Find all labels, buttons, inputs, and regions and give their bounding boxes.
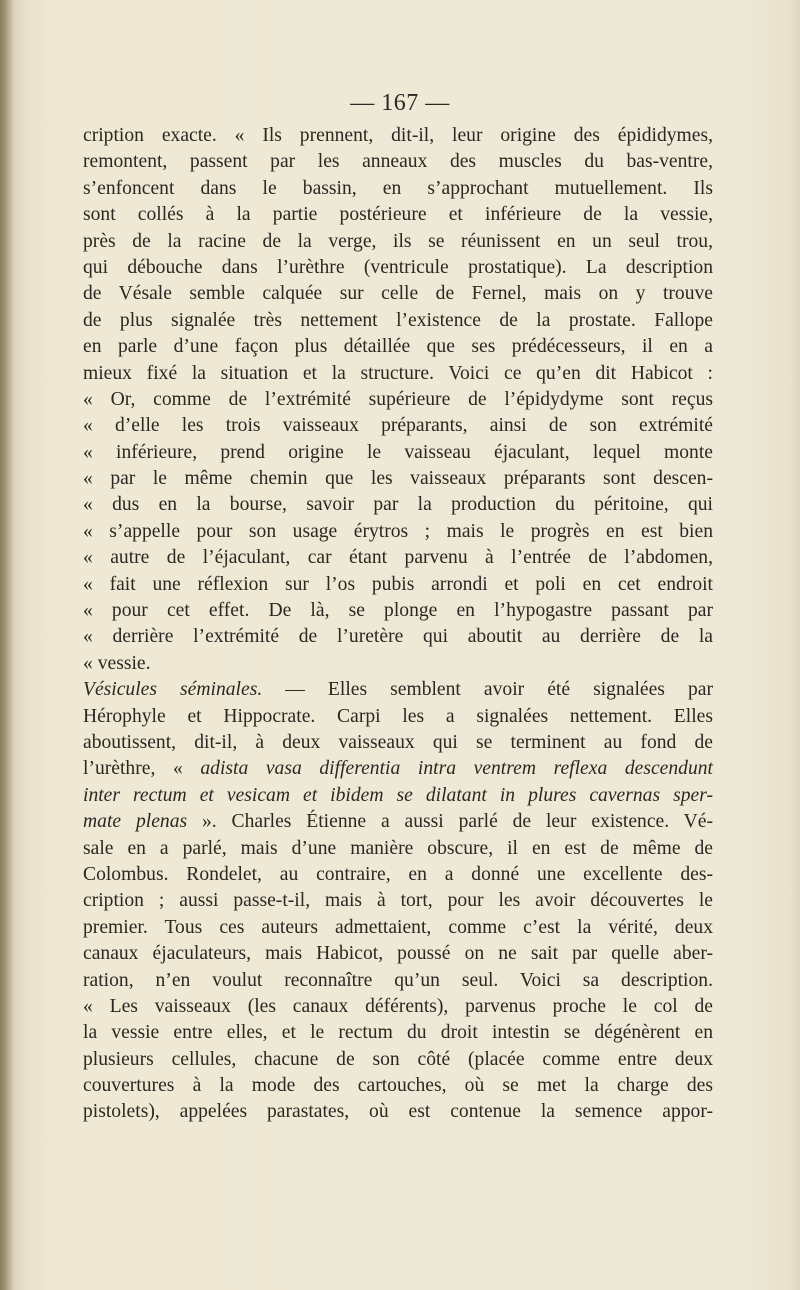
text-line	[83, 598, 713, 624]
text-line	[83, 1073, 713, 1099]
text-segment: remontent, passent par les anneaux des muscles du bas-ventre,	[83, 151, 713, 173]
text-line	[83, 255, 713, 281]
text-segment: « d’elle les trois vaisseaux préparants, ainsi de son extrémité	[83, 415, 713, 437]
text-segment: « fait une réflexion sur l’os pubis arrondi et poli en cet endroit	[83, 573, 713, 595]
text-line	[83, 466, 713, 492]
text-line	[83, 176, 713, 202]
text-line	[83, 149, 713, 175]
text-segment: cription ; aussi passe-t-il, mais à tort, pour les avoir découvertes le	[83, 890, 713, 912]
text-segment: « Or, comme de l’extrémité supérieure de l’épidydyme sont reçus	[83, 388, 713, 410]
text-line	[83, 704, 713, 730]
text-line	[83, 809, 713, 835]
text-line	[83, 1099, 713, 1125]
text-segment: s’enfoncent dans le bassin, en s’approchant mutuellement. Ils	[83, 177, 713, 199]
italic-text: adista vasa differentia intra ventrem reflexa descendunt	[200, 758, 713, 780]
text-segment: cription exacte. « Ils prennent, dit-il, leur origine des épididymes,	[83, 125, 713, 146]
italic-text: inter rectum et vesicam et ibidem se dilatant in plures cavernas sper-	[83, 784, 713, 806]
text-segment: pistolets), appelées parastates, où est contenue la semence appor-	[83, 1101, 713, 1123]
text-segment: de plus signalée très nettement l’existence de la prostate. Fallope	[83, 309, 713, 331]
text-line	[83, 677, 713, 703]
text-segment: ration, n’en voulut reconnaître qu’un seul. Voici sa description.	[83, 969, 713, 991]
text-line	[83, 1020, 713, 1046]
text-line	[83, 229, 713, 255]
text-line	[83, 308, 713, 334]
text-line	[83, 440, 713, 466]
text-segment: premier. Tous ces auteurs admettaient, comme c’est la vérité, deux	[83, 916, 713, 938]
text-segment: Colombus. Rondelet, au contraire, en a donné une excellente des-	[83, 863, 713, 885]
text-segment: la vessie entre elles, et le rectum du droit intestin se dégénèrent en	[83, 1022, 713, 1044]
text-line	[83, 123, 713, 149]
text-line	[83, 624, 713, 650]
text-line	[83, 915, 713, 941]
text-segment: plusieurs cellules, chacune de son côté (placée comme entre deux	[83, 1048, 713, 1070]
text-segment: « Les vaisseaux (les canaux déférents), parvenus proche le col de	[83, 995, 713, 1017]
text-line	[83, 519, 713, 545]
text-line	[83, 572, 713, 598]
text-line	[83, 413, 713, 439]
text-line	[83, 941, 713, 967]
text-line	[83, 492, 713, 518]
text-segment: « inférieure, prend origine le vaisseau éjaculant, lequel monte	[83, 441, 713, 463]
text-segment: sale en a parlé, mais d’une manière obscure, il en est de même de	[83, 837, 713, 859]
text-segment: — Elles semblent avoir été signalées par	[262, 679, 713, 701]
text-segment: aboutissent, dit-il, à deux vaisseaux qui se terminent au fond de	[83, 731, 713, 753]
text-segment: sont collés à la partie postérieure et inférieure de la vessie,	[83, 204, 713, 226]
text-line	[83, 836, 713, 862]
text-segment: mieux fixé la situation et la structure. Voici ce qu’en dit Habicot :	[83, 362, 713, 384]
text-segment: « s’appelle pour son usage érytros ; mais le progrès en est bien	[83, 520, 713, 542]
text-segment: en parle d’une façon plus détaillée que ses prédécesseurs, il en a	[83, 336, 713, 358]
text-line	[83, 730, 713, 756]
text-line	[83, 651, 713, 677]
text-segment: l’urèthre, «	[83, 758, 201, 780]
text-segment: « autre de l’éjaculant, car étant parvenu à l’entrée de l’abdomen,	[83, 547, 713, 569]
text-line	[83, 281, 713, 307]
text-segment: près de la racine de la verge, ils se réunissent en un seul trou,	[83, 230, 713, 252]
text-segment: ». Charles Étienne a aussi parlé de leur existence. Vé-	[187, 811, 713, 833]
page-gutter-shadow	[0, 0, 14, 1290]
text-segment: « par le même chemin que les vaisseaux préparants sont descen-	[83, 468, 713, 490]
page-number: — 167 —	[350, 90, 450, 116]
text-line	[83, 888, 713, 914]
text-line	[83, 387, 713, 413]
text-segment: de Vésale semble calquée sur celle de Fernel, mais on y trouve	[83, 283, 713, 305]
italic-text: Vésicules séminales.	[83, 679, 263, 701]
text-line	[83, 783, 713, 809]
text-segment: Hérophyle et Hippocrate. Carpi les a signalées nettement. Elles	[83, 705, 713, 727]
text-line	[83, 994, 713, 1020]
text-line	[83, 862, 713, 888]
text-line	[83, 545, 713, 571]
text-segment: qui débouche dans l’urèthre (ventricule prostatique). La description	[83, 256, 713, 278]
text-line	[83, 334, 713, 360]
italic-text: mate plenas	[83, 811, 188, 833]
text-line	[83, 756, 713, 782]
text-line	[83, 968, 713, 994]
text-segment: « vessie.	[83, 652, 151, 674]
body-text	[83, 123, 713, 1126]
text-segment: canaux éjaculateurs, mais Habicot, poussé on ne sait par quelle aber-	[83, 943, 713, 965]
text-segment: « pour cet effet. De là, se plonge en l’hypogastre passant par	[83, 600, 713, 622]
text-line	[83, 1047, 713, 1073]
text-segment: « derrière l’extrémité de l’uretère qui aboutit au derrière de la	[83, 626, 713, 648]
text-segment: « dus en la bourse, savoir par la production du péritoine, qui	[83, 494, 713, 516]
text-line	[83, 202, 713, 228]
text-line	[83, 361, 713, 387]
text-segment: couvertures à la mode des cartouches, où se met la charge des	[83, 1075, 713, 1097]
